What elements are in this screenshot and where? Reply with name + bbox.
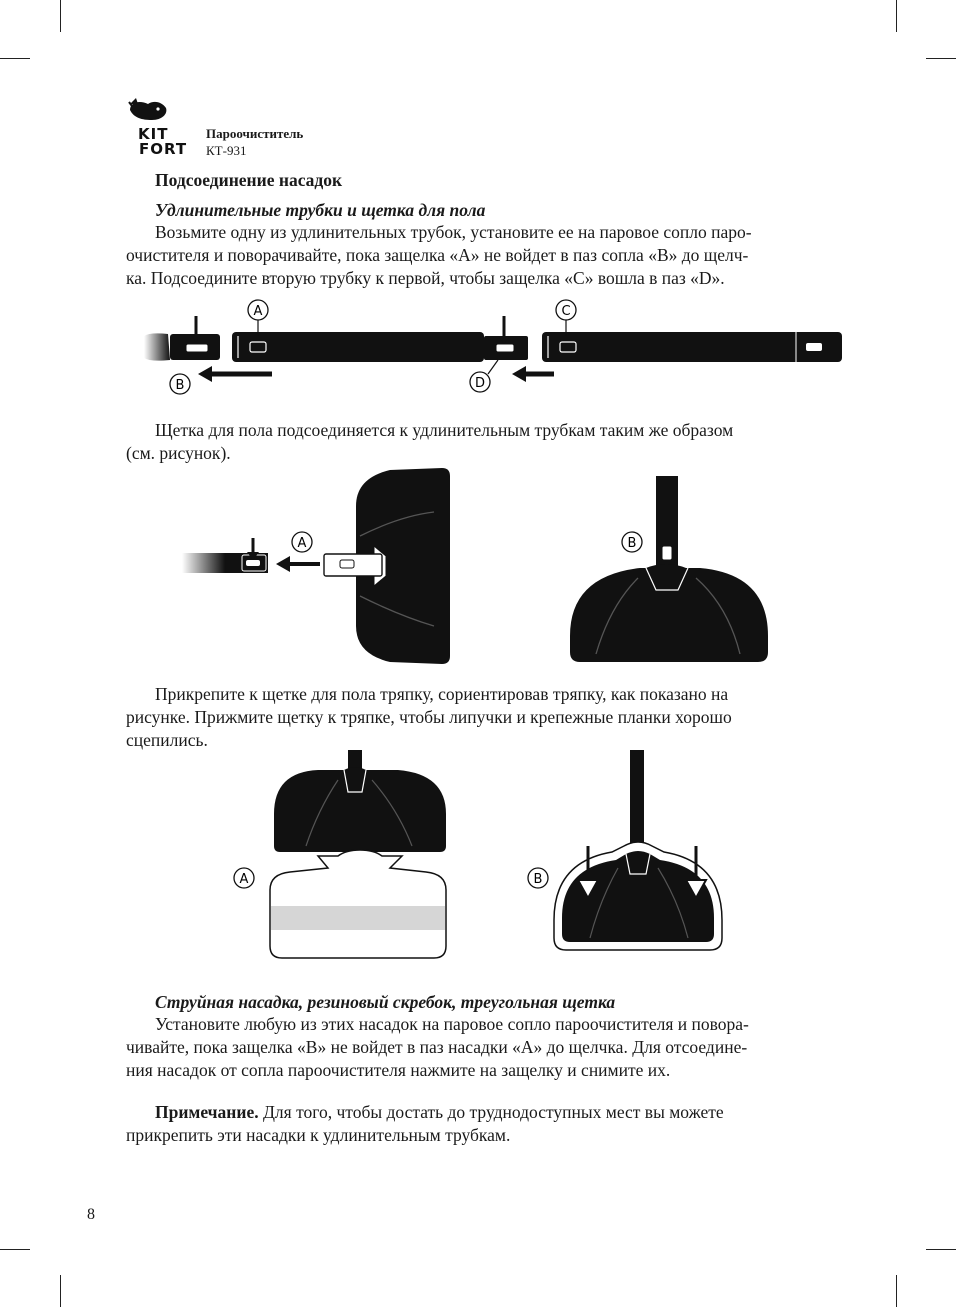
note-line	[155, 1101, 724, 1124]
note-text: Для того, чтобы достать до труднодоступных мест вы можете	[258, 1102, 724, 1122]
extension-tube-1	[232, 332, 484, 362]
label-b: B	[533, 872, 543, 887]
figure-tube-connection	[140, 296, 860, 400]
slot-b	[186, 344, 208, 352]
cloth-stripe	[271, 906, 445, 930]
crop-mark	[926, 1249, 956, 1250]
floor-brush-top	[274, 767, 446, 852]
para2-line: (см. рисунок).	[126, 443, 231, 463]
steam-nozzle	[144, 333, 170, 360]
label-a: A	[297, 536, 307, 551]
brush-latch	[340, 560, 354, 568]
extension-tube-2	[542, 332, 842, 362]
slot-d	[496, 344, 514, 352]
whale-icon	[128, 96, 172, 122]
para1-line: очистителя и поворачивайте, пока защелка «А» не войдет в паз сопла «В» до щелч-	[126, 245, 749, 265]
subtitle-jet-nozzle: Струйная насадка, резиновый скребок, треугольная щетка	[155, 992, 616, 1012]
cloth	[270, 850, 446, 958]
arrow-left-icon	[512, 366, 526, 382]
para3-line: сцепились.	[126, 730, 208, 750]
para2-line: Щетка для пола подсоединяется к удлинительным трубкам таким же образом	[155, 420, 734, 440]
crop-mark	[896, 1275, 897, 1307]
brand-line-2: FORT	[139, 140, 188, 158]
latch-a	[250, 342, 266, 352]
kitfort-logo	[124, 96, 190, 158]
para4-line: ния насадок от сопла пароочистителя нажмите на защелку и снимите их.	[126, 1060, 671, 1080]
crop-mark	[926, 58, 956, 59]
arrow-left-icon	[276, 556, 290, 572]
crop-mark	[0, 1249, 30, 1250]
para4-line: чивайте, пока защелка «В» не войдет в паз насадки «А» до щелчка. Для отсоедине-	[126, 1037, 748, 1057]
label-a: A	[239, 872, 249, 887]
note-label: Примечание.	[155, 1102, 259, 1122]
header-product: Пароочиститель	[206, 126, 304, 141]
tube-slot	[246, 560, 260, 566]
arrow-left-icon	[198, 366, 212, 382]
note-line: прикрепить эти насадки к удлинительным трубкам.	[126, 1125, 511, 1145]
para4-line: Установите любую из этих насадок на паровое сопло пароочистителя и повора-	[155, 1014, 749, 1034]
label-a: A	[253, 304, 263, 319]
slot-b	[662, 546, 672, 560]
label-b: B	[175, 378, 185, 393]
crop-mark	[896, 0, 897, 32]
para3-line: рисунке. Прижмите щетку к тряпке, чтобы липучки и крепежные планки хорошо	[126, 707, 732, 727]
figure-cloth-attachment	[228, 750, 748, 970]
label-b: B	[627, 536, 637, 551]
section-title: Подсоединение насадок	[155, 170, 343, 190]
tube-2-slot	[806, 343, 822, 351]
para1-line: Возьмите одну из удлинительных трубок, установите ее на паровое сопло паро-	[155, 222, 752, 242]
latch-c	[560, 342, 576, 352]
para3-line: Прикрепите к щетке для пола тряпку, сориентировав тряпку, как показано на	[155, 684, 729, 704]
header-model: КТ-931	[206, 143, 247, 158]
crop-mark	[0, 58, 30, 59]
label-d: D	[474, 376, 486, 391]
brand-line-1: KIT	[138, 125, 169, 143]
subtitle-extension-tubes: Удлинительные трубки и щетка для пола	[155, 200, 486, 220]
para1-line: ка. Подсоедините вторую трубку к первой, чтобы защелка «С» вошла в паз «D».	[126, 268, 725, 288]
crop-mark	[60, 1275, 61, 1307]
crop-mark	[60, 0, 61, 32]
figure-floor-brush-connection	[180, 466, 780, 670]
label-c: C	[561, 304, 571, 319]
page-number: 8	[87, 1206, 95, 1223]
